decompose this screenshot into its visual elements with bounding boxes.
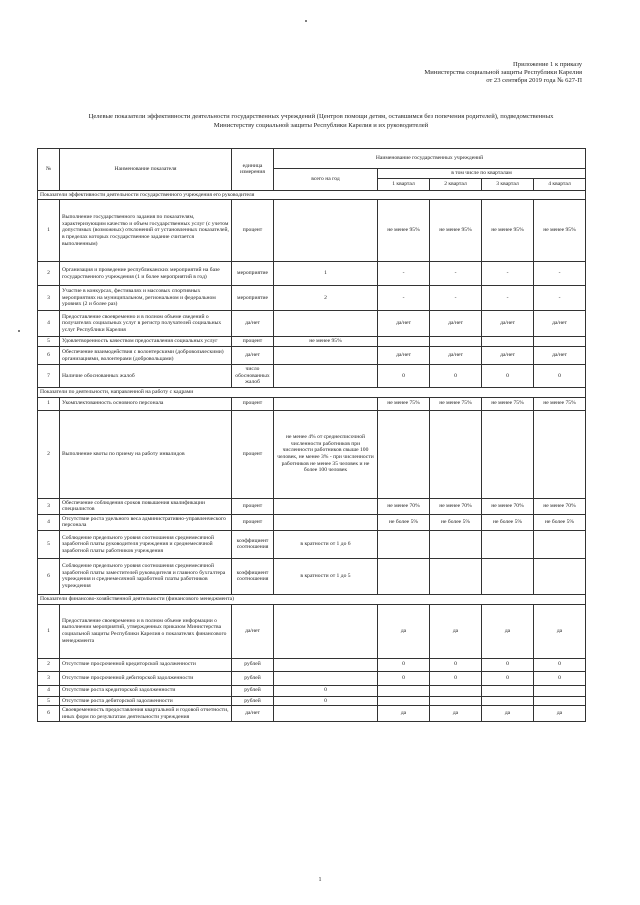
title-line: Целевые показатели эффективности деятельности государственных учреждений (Центров помощи детям, оставшимся без попечения родителей), подведомственных bbox=[88, 113, 554, 120]
quarter-cell bbox=[534, 685, 586, 696]
indicator-name: Отсутствие просроченной дебиторской задолженности bbox=[60, 671, 232, 685]
total-cell bbox=[274, 604, 378, 658]
table-row bbox=[38, 286, 586, 311]
col-group-header: Наименование государственных учреждений bbox=[274, 149, 586, 169]
unit-cell: коэффициент соотношения bbox=[232, 558, 274, 594]
total-cell: 1 bbox=[274, 262, 378, 286]
quarter-cell bbox=[378, 530, 430, 558]
table-row bbox=[38, 671, 586, 685]
quarter-cell: 0 bbox=[534, 658, 586, 671]
indicator-name: Участие в конкурсах, фестивалях и массовых спортивных мероприятиях на муниципальном, региональном и федеральном уровнях (2 и более раз) bbox=[60, 286, 232, 311]
table-row bbox=[38, 604, 586, 658]
quarter-cell: не менее 95% bbox=[430, 200, 482, 262]
col-num-header: № bbox=[38, 149, 60, 191]
table-row bbox=[38, 558, 586, 594]
indicator-name: Своевременность предоставления квартальной и годовой отчетности, иных форм по результатам деятельности учреждения bbox=[60, 706, 232, 722]
row-number: 2 bbox=[38, 658, 60, 671]
quarter-cell: не менее 95% bbox=[378, 200, 430, 262]
quarter-cell bbox=[430, 410, 482, 498]
quarter-cell: да/нет bbox=[378, 311, 430, 337]
quarter-cell bbox=[378, 685, 430, 696]
quarter-cell: да bbox=[378, 706, 430, 722]
table-row bbox=[38, 696, 586, 706]
section-row bbox=[38, 387, 586, 397]
col-total-header: всего на год bbox=[274, 169, 378, 191]
total-cell: не менее 4% от среднесписочной численности работников при численности работников свыше 100 человек, не менее 3% - при численности работников не менее 35 человек и не более 100 человек bbox=[274, 410, 378, 498]
total-cell bbox=[274, 671, 378, 685]
indicator-name: Соблюдение предельного уровня соотношения среднемесячной заработной платы руководителя учреждения и среднемесячной заработной платы работников учреждения bbox=[60, 530, 232, 558]
table-row bbox=[38, 658, 586, 671]
unit-cell: да/нет bbox=[232, 347, 274, 365]
quarter-cell bbox=[534, 696, 586, 706]
table-row bbox=[38, 498, 586, 514]
table-row bbox=[38, 200, 586, 262]
row-number: 1 bbox=[38, 397, 60, 410]
indicator-name: Выполнение квоты по приему на работу инвалидов bbox=[60, 410, 232, 498]
table-row bbox=[38, 685, 586, 696]
indicator-name: Отсутствие роста кредиторской задолженности bbox=[60, 685, 232, 696]
unit-cell: число обоснованных жалоб bbox=[232, 365, 274, 388]
total-cell bbox=[274, 658, 378, 671]
quarter-cell: 0 bbox=[534, 671, 586, 685]
unit-cell: рублей bbox=[232, 658, 274, 671]
table-row bbox=[38, 530, 586, 558]
row-number: 1 bbox=[38, 200, 60, 262]
quarter-cell: не менее 75% bbox=[430, 397, 482, 410]
unit-cell: процент bbox=[232, 200, 274, 262]
total-cell: в кратности от 1 до 6 bbox=[274, 530, 378, 558]
row-number: 6 bbox=[38, 347, 60, 365]
total-cell bbox=[274, 706, 378, 722]
unit-cell: да/нет bbox=[232, 311, 274, 337]
quarter-cell: да bbox=[482, 604, 534, 658]
unit-cell: да/нет bbox=[232, 604, 274, 658]
row-number: 2 bbox=[38, 262, 60, 286]
quarter-cell bbox=[534, 558, 586, 594]
quarter-cell: да/нет bbox=[534, 347, 586, 365]
total-cell bbox=[274, 311, 378, 337]
quarter-cell: 0 bbox=[482, 671, 534, 685]
quarter-cell bbox=[378, 410, 430, 498]
row-number: 5 bbox=[38, 530, 60, 558]
quarter-cell: да bbox=[430, 706, 482, 722]
table-row bbox=[38, 311, 586, 337]
table-row bbox=[38, 397, 586, 410]
section-row bbox=[38, 190, 586, 200]
indicator-name: Отсутствие роста дебиторской задолженности bbox=[60, 696, 232, 706]
quarter-cell: да bbox=[534, 604, 586, 658]
unit-cell: процент bbox=[232, 498, 274, 514]
section-title: Показатели эффективности деятельности государственного учреждения его руководителя bbox=[38, 190, 586, 200]
quarter-cell: не более 5% bbox=[430, 514, 482, 530]
quarter-cell: - bbox=[534, 286, 586, 311]
quarter-cell bbox=[378, 337, 430, 347]
quarter-cell bbox=[534, 337, 586, 347]
header-line: Приложение 1 к приказу bbox=[513, 61, 582, 68]
total-cell: 2 bbox=[274, 286, 378, 311]
indicators-table bbox=[37, 148, 586, 722]
unit-cell: процент bbox=[232, 514, 274, 530]
quarter-cell bbox=[482, 558, 534, 594]
row-number: 4 bbox=[38, 685, 60, 696]
indicator-name: Организация и проведение республиканских мероприятий на базе государственного учреждения (1 и более мероприятий в год) bbox=[60, 262, 232, 286]
quarter-cell: да/нет bbox=[482, 347, 534, 365]
total-cell: не менее 95% bbox=[274, 337, 378, 347]
total-cell bbox=[274, 200, 378, 262]
quarter-cell: 0 bbox=[378, 671, 430, 685]
row-number: 3 bbox=[38, 671, 60, 685]
quarter-cell: - bbox=[430, 262, 482, 286]
quarter-cell: да/нет bbox=[378, 347, 430, 365]
unit-cell: мероприятие bbox=[232, 262, 274, 286]
unit-cell: процент bbox=[232, 337, 274, 347]
indicator-name: Выполнение государственного задания по показателям, характеризующим качество и объем государственных услуг (с учетом допустимых (возможных) отклонений от установленных показателей, в пределах которых государственное задание считается выполненным) bbox=[60, 200, 232, 262]
quarter-cell: 0 bbox=[534, 365, 586, 388]
col-unit-header: единица измерения bbox=[232, 149, 274, 191]
quarter-cell: - bbox=[378, 262, 430, 286]
row-number: 1 bbox=[38, 604, 60, 658]
row-number: 5 bbox=[38, 337, 60, 347]
indicator-name: Укомплектованность основного персонала bbox=[60, 397, 232, 410]
quarter-cell: 0 bbox=[482, 658, 534, 671]
unit-cell: рублей bbox=[232, 671, 274, 685]
quarter-cell: не более 5% bbox=[534, 514, 586, 530]
row-number: 4 bbox=[38, 311, 60, 337]
header-line: Министерства социальной защиты Республики Карелия bbox=[424, 69, 582, 76]
unit-cell: мероприятие bbox=[232, 286, 274, 311]
quarter-cell bbox=[378, 558, 430, 594]
approval-header bbox=[322, 61, 582, 85]
unit-cell: процент bbox=[232, 410, 274, 498]
indicator-name: Отсутствие роста удельного веса административно-управленческого персонала bbox=[60, 514, 232, 530]
row-number: 6 bbox=[38, 558, 60, 594]
document-title bbox=[60, 113, 582, 130]
quarter-cell: - bbox=[378, 286, 430, 311]
indicator-name: Соблюдение предельного уровня соотношения среднемесячной заработной платы заместителей руководителя и главного бухгалтера учреждения и среднемесячной заработной платы работников учреждения bbox=[60, 558, 232, 594]
indicator-name: Наличие обоснованных жалоб bbox=[60, 365, 232, 388]
section-title: Показатели по деятельности, направленной на работу с кадрами bbox=[38, 387, 586, 397]
quarter-cell bbox=[430, 530, 482, 558]
quarter-cell: не менее 70% bbox=[534, 498, 586, 514]
row-number: 3 bbox=[38, 498, 60, 514]
row-number: 4 bbox=[38, 514, 60, 530]
quarter-cell: не более 5% bbox=[378, 514, 430, 530]
quarter-cell: не менее 95% bbox=[534, 200, 586, 262]
total-cell bbox=[274, 365, 378, 388]
section-title: Показатели финансово-хозяйственной деятельности (финансового менеджмента) bbox=[38, 594, 586, 604]
scan-speck bbox=[305, 20, 307, 22]
quarter-cell bbox=[534, 410, 586, 498]
quarter-cell: да bbox=[534, 706, 586, 722]
header-line: от 23 сентября 2019 года № 627-П bbox=[486, 77, 582, 84]
quarter-cell bbox=[482, 530, 534, 558]
total-cell: 0 bbox=[274, 685, 378, 696]
total-cell: в кратности от 1 до 5 bbox=[274, 558, 378, 594]
quarter-cell: 0 bbox=[378, 365, 430, 388]
unit-cell: процент bbox=[232, 397, 274, 410]
unit-cell: да/нет bbox=[232, 706, 274, 722]
col-name-header: Наименование показателя bbox=[60, 149, 232, 191]
title-line: Министерству социальной защиты Республики Карелия и их руководителей bbox=[213, 121, 429, 129]
col-q2-header: 2 квартал bbox=[430, 178, 482, 190]
quarter-cell: не менее 70% bbox=[430, 498, 482, 514]
col-q1-header: 1 квартал bbox=[378, 178, 430, 190]
quarter-cell bbox=[534, 530, 586, 558]
quarter-cell: не менее 95% bbox=[482, 200, 534, 262]
quarter-cell bbox=[430, 696, 482, 706]
quarter-cell: не менее 75% bbox=[482, 397, 534, 410]
col-quarters-header: в том числе по кварталам bbox=[378, 169, 586, 179]
col-q3-header: 3 квартал bbox=[482, 178, 534, 190]
indicator-name: Предоставление своевременно и в полном объеме сведений о получателях социальных услуг в регистр получателей социальных услуг Республики Карелия bbox=[60, 311, 232, 337]
quarter-cell: - bbox=[482, 286, 534, 311]
table-row bbox=[38, 347, 586, 365]
quarter-cell: 0 bbox=[430, 671, 482, 685]
quarter-cell: да/нет bbox=[534, 311, 586, 337]
col-q4-header: 4 квартал bbox=[534, 178, 586, 190]
table-row bbox=[38, 410, 586, 498]
quarter-cell: да/нет bbox=[430, 311, 482, 337]
row-number: 7 bbox=[38, 365, 60, 388]
table-row bbox=[38, 706, 586, 722]
total-cell bbox=[274, 397, 378, 410]
table-row bbox=[38, 262, 586, 286]
indicator-name: Обеспечение взаимодействия с волонтерскими (добровольческими) организациями, волонтерами (добровольцами) bbox=[60, 347, 232, 365]
table-row bbox=[38, 514, 586, 530]
quarter-cell: не менее 70% bbox=[482, 498, 534, 514]
quarter-cell: да bbox=[482, 706, 534, 722]
quarter-cell bbox=[430, 685, 482, 696]
quarter-cell: - bbox=[430, 286, 482, 311]
quarter-cell: - bbox=[482, 262, 534, 286]
quarter-cell: не более 5% bbox=[482, 514, 534, 530]
total-cell bbox=[274, 498, 378, 514]
quarter-cell bbox=[482, 685, 534, 696]
table-row bbox=[38, 337, 586, 347]
quarter-cell bbox=[430, 337, 482, 347]
quarter-cell bbox=[430, 558, 482, 594]
unit-cell: рублей bbox=[232, 696, 274, 706]
table-row bbox=[38, 365, 586, 388]
page-number: 1 bbox=[318, 877, 322, 883]
quarter-cell: да/нет bbox=[482, 311, 534, 337]
indicator-name: Удовлетворенность качеством предоставления социальных услуг bbox=[60, 337, 232, 347]
total-cell bbox=[274, 514, 378, 530]
row-number: 6 bbox=[38, 706, 60, 722]
unit-cell: коэффициент соотношения bbox=[232, 530, 274, 558]
unit-cell: рублей bbox=[232, 685, 274, 696]
table-body bbox=[38, 190, 586, 722]
quarter-cell: 0 bbox=[430, 365, 482, 388]
quarter-cell bbox=[482, 696, 534, 706]
indicator-name: Обеспечение соблюдения сроков повышения квалификации специалистов bbox=[60, 498, 232, 514]
row-number: 3 bbox=[38, 286, 60, 311]
quarter-cell bbox=[482, 337, 534, 347]
quarter-cell: 0 bbox=[430, 658, 482, 671]
quarter-cell: не менее 70% bbox=[378, 498, 430, 514]
quarter-cell: да bbox=[430, 604, 482, 658]
total-cell bbox=[274, 347, 378, 365]
quarter-cell bbox=[482, 410, 534, 498]
indicator-name: Предоставление своевременно и в полном объеме информации о выполнении мероприятий, утвержденных приказом Министерства социальной защиты Республики Карелия о показателях финансового менеджмента bbox=[60, 604, 232, 658]
quarter-cell: 0 bbox=[482, 365, 534, 388]
quarter-cell: - bbox=[534, 262, 586, 286]
row-number: 2 bbox=[38, 410, 60, 498]
quarter-cell: 0 bbox=[378, 658, 430, 671]
quarter-cell: не менее 75% bbox=[534, 397, 586, 410]
quarter-cell: не менее 75% bbox=[378, 397, 430, 410]
quarter-cell: да bbox=[378, 604, 430, 658]
quarter-cell bbox=[378, 696, 430, 706]
quarter-cell: да/нет bbox=[430, 347, 482, 365]
row-number: 5 bbox=[38, 696, 60, 706]
scan-speck bbox=[18, 330, 20, 332]
indicator-name: Отсутствие просроченной кредиторской задолженности bbox=[60, 658, 232, 671]
section-row bbox=[38, 594, 586, 604]
total-cell: 0 bbox=[274, 696, 378, 706]
